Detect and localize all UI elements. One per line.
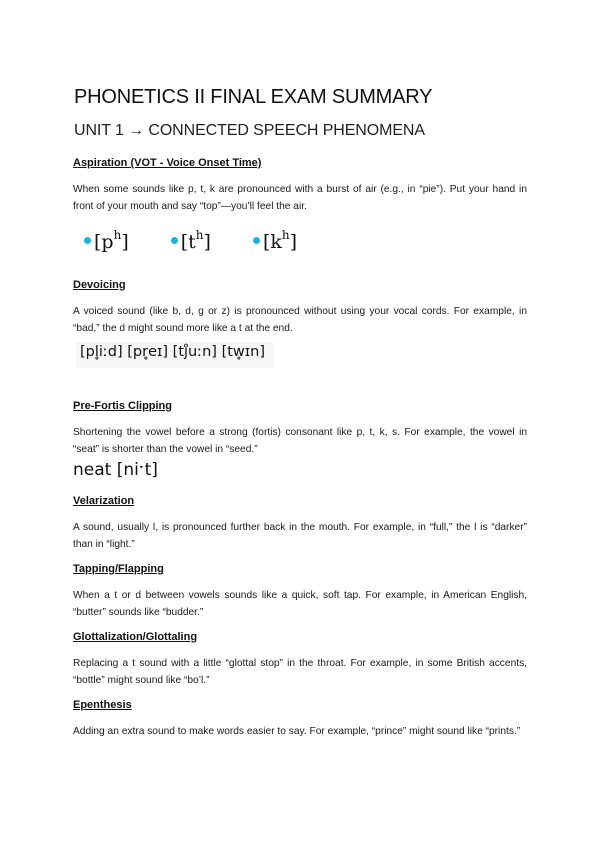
section-heading-pre-fortis-clipping: Pre-Fortis Clipping bbox=[73, 400, 172, 412]
section-body-epenthesis: Adding an extra sound to make words easier to say. For example, “prince” might sound like “prints.” bbox=[73, 726, 521, 737]
devoicing-example-image bbox=[76, 342, 274, 368]
devoicing-example-text: [pl̥iːd] [pr̥eɪ] [tj̊uːn] [tw̥ɪn] bbox=[80, 344, 266, 360]
section-body-glottalization: Replacing a t sound with a little “glottal stop” in the throat. For example, in some British accents, “bottle” might sound like “bo’l.” bbox=[73, 658, 527, 686]
bullet-icon bbox=[84, 237, 91, 244]
section-heading-glottalization: Glottalization/Glottaling bbox=[73, 631, 198, 643]
section-heading-devoicing: Devoicing bbox=[73, 279, 126, 291]
section-heading-aspiration: Aspiration (VOT - Voice Onset Time) bbox=[73, 157, 262, 169]
aspiration-example-t: $[t^h]$ bbox=[171, 228, 211, 253]
page-title: PHONETICS II FINAL EXAM SUMMARY bbox=[74, 86, 433, 108]
aspiration-example-p: $[p^h]$ bbox=[84, 228, 129, 253]
aspiration-examples bbox=[84, 228, 339, 253]
section-body-aspiration: When some sounds like p, t, k are pronounced with a burst of air (e.g., in “pie”). Put your hand in front of your mouth and say “top”—you’ll feel the air. bbox=[73, 184, 527, 212]
section-heading-epenthesis: Epenthesis bbox=[73, 699, 132, 711]
section-body-devoicing: A voiced sound (like b, d, g or z) is pronounced without using your vocal cords. For example, in “bad,” the d might sound more like a t at the end. bbox=[73, 306, 527, 334]
section-body-tapping-flapping: When a t or d between vowels sounds like a quick, soft tap. For example, in American English, “butter” sounds like “budder.” bbox=[73, 590, 527, 618]
section-heading-tapping-flapping: Tapping/Flapping bbox=[73, 563, 164, 575]
section-heading-velarization: Velarization bbox=[73, 495, 135, 507]
bullet-icon bbox=[253, 237, 260, 244]
section-body-pre-fortis-clipping: Shortening the vowel before a strong (fortis) consonant like p, t, k, s. For example, the vowel in “seat” is shorter than the vowel in “seed.” bbox=[73, 427, 527, 455]
clipping-example: neat [niˑt] bbox=[73, 460, 158, 480]
section-body-velarization: A sound, usually l, is pronounced further back in the mouth. For example, in “full,” the l is “darker” than in “light.” bbox=[73, 522, 527, 550]
unit-heading: UNIT 1 → CONNECTED SPEECH PHENOMENA bbox=[74, 122, 425, 139]
bullet-icon bbox=[171, 237, 178, 244]
aspiration-example-k: $[k^h]$ bbox=[253, 228, 297, 253]
